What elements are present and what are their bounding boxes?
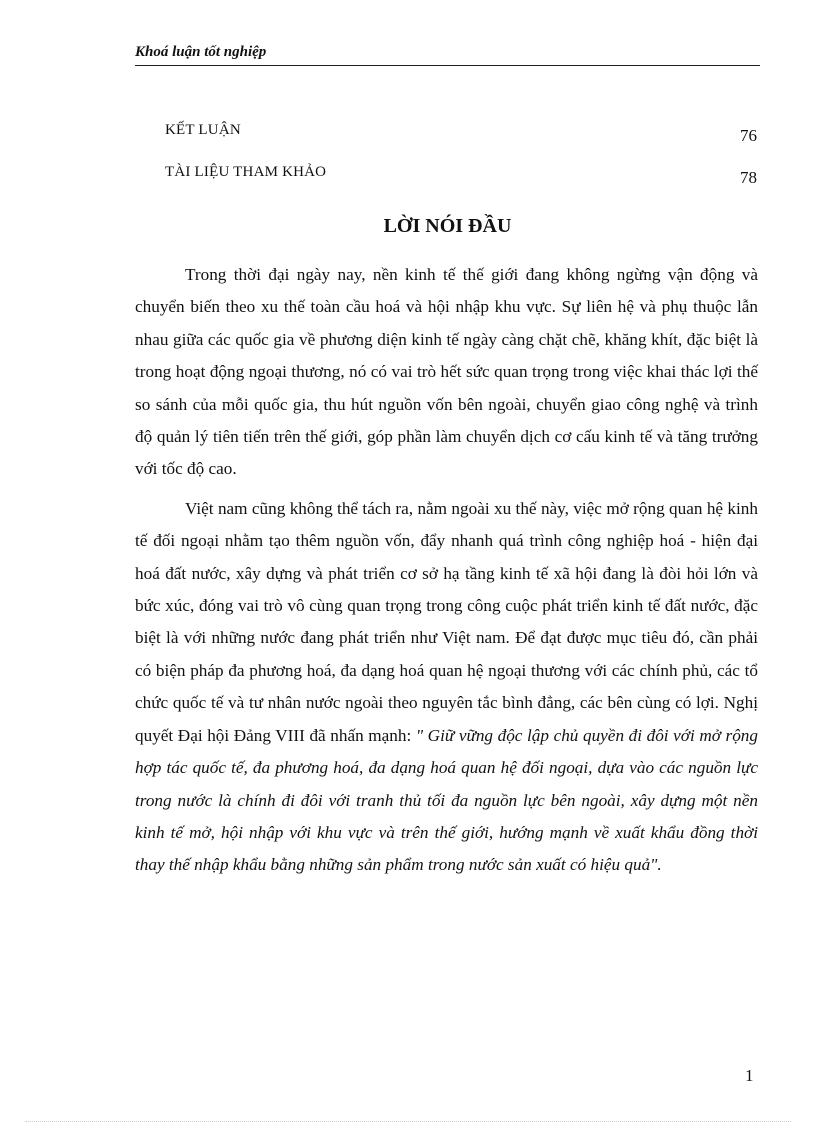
toc-entry-conclusion — [165, 122, 757, 146]
toc-entry-label: TÀI LIỆU THAM KHẢO — [165, 164, 327, 180]
page-bottom-divider — [25, 1121, 791, 1122]
section-title: LỜI NÓI ĐẦU — [383, 215, 512, 237]
toc-entry-page: 76 — [740, 126, 757, 145]
paragraph-1: Trong thời đại ngày nay, nền kinh tế thế giới đang không ngừng vận động và chuyển biến theo xu thế toàn cầu hoá và hội nhập khu vực. Sự liên hệ và phụ thuộc lẫn nhau giữa các quốc gia về phương diện kinh tế ngày càng chặt chẽ, khăng khít, đặc biệt là trong hoạt động ngoại thương, nó có vai trò hết sức quan trọng trong việc khai thác lợi thế so sánh của mỗi quốc gia, thu hút nguồn vốn bên ngoài, chuyển giao công nghệ và trình độ quản lý tiên tiến trên thế giới, góp phần làm chuyển dịch cơ cấu kinh tế và tăng trưởng với tốc độ cao. — [135, 265, 758, 479]
toc-entry-page: 78 — [740, 168, 757, 187]
body-text — [135, 259, 758, 882]
toc-entry-references — [165, 164, 757, 188]
page-number: 1 — [745, 1066, 754, 1085]
paragraph-2 — [135, 493, 758, 882]
paragraph-2-text: Việt nam cũng không thể tách ra, nằm ngoài xu thế này, việc mở rộng quan hệ kinh tế đối ngoại nhằm tạo thêm nguồn vốn, đẩy nhanh quá trình công nghiệp hoá - hiện đại hoá đất nước, xây dựng và phát triển cơ sở hạ tầng kinh tế xã hội đang là đòi hỏi lớn và bức xúc, đóng vai trò vô cùng quan trọng trong công cuộc phát triển kinh tế đất nước, đặc biệt là với những nước đang phát triển như Việt nam. Để đạt được mục tiêu đó, cần phải có biện pháp đa phương hoá, đa dạng hoá quan hệ ngoại thương với các chính phủ, các tổ chức quốc tế và tư nhân nước ngoài theo nguyên tắc bình đẳng, các bên cùng có lợi. Nghị quyết Đại hội Đảng VIII đã nhấn mạnh: — [135, 498, 758, 745]
resolution-quote: " Giữ vững độc lập chủ quyền đi đôi với mở rộng hợp tác quốc tế, đa phương hoá, đa dạng hoá quan hệ đối ngoại, dựa vào các nguồn lực trong nước là chính đi đôi với tranh thủ tối đa nguồn lực bên ngoài, xây dựng một nền kinh tế mở, hội nhập với khu vực và trên thế giới, hướng mạnh về xuất khẩu đồng thời thay thế nhập khẩu bằng những sản phẩm trong nước sản xuất có hiệu quả". — [135, 725, 758, 875]
toc-entry-label: KẾT LUẬN — [165, 122, 241, 138]
document-header-title: Khoá luận tốt nghiệp — [135, 44, 760, 66]
